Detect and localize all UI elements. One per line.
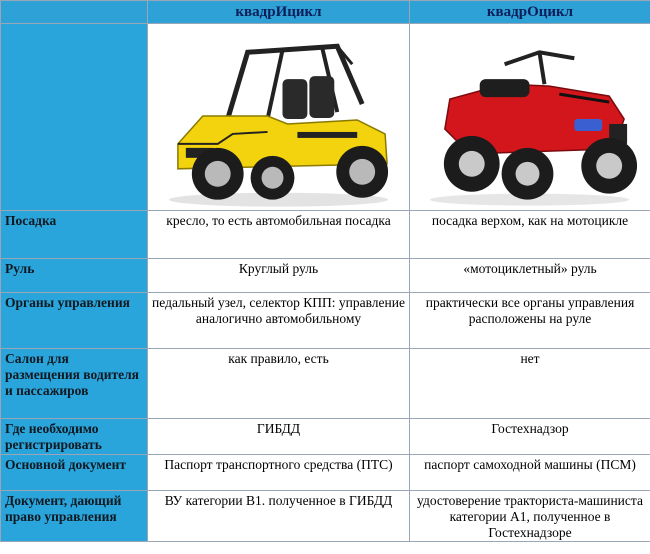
row-value-atv: посадка верхом, как на мотоцикле (410, 211, 650, 259)
utv-photo (148, 24, 409, 210)
atv-photo (410, 24, 650, 210)
row-cabin (1, 349, 650, 419)
row-value-atv: «мотоциклетный» руль (410, 259, 650, 293)
row-value-atv: паспорт самоходной машины (ПСМ) (410, 455, 650, 491)
row-controls (1, 293, 650, 349)
header-utv: квадрИцикл (148, 1, 410, 24)
row-value-utv: как правило, есть (148, 349, 410, 419)
row-value-utv: ГИБДД (148, 419, 410, 455)
row-label: Основной документ (1, 455, 148, 491)
row-license (1, 491, 650, 542)
row-label: Посадка (1, 211, 148, 259)
row-value-atv: практически все органы управления расположены на руле (410, 293, 650, 349)
row-label: Документ, дающий право управления (1, 491, 148, 542)
row-label: Где необходимо регистрировать (1, 419, 148, 455)
row-label: Салон для размещения водителя и пассажиров (1, 349, 148, 419)
utv-photo-cell (148, 24, 410, 211)
image-row-label (1, 24, 148, 211)
row-main-document (1, 455, 650, 491)
row-value-atv: нет (410, 349, 650, 419)
atv-photo-cell (410, 24, 650, 211)
row-registration (1, 419, 650, 455)
image-row (1, 24, 650, 211)
header-atv: квадрОцикл (410, 1, 650, 24)
row-value-atv: Гостехнадзор (410, 419, 650, 455)
row-steering (1, 259, 650, 293)
row-value-atv: удостоверение тракториста-машиниста категории А1, полученное в Гостехнадзоре (410, 491, 650, 542)
row-seating (1, 211, 650, 259)
row-label: Органы управления (1, 293, 148, 349)
row-value-utv: Круглый руль (148, 259, 410, 293)
header-row (1, 1, 650, 24)
row-value-utv: ВУ категории В1. полученное в ГИБДД (148, 491, 410, 542)
header-corner (1, 1, 148, 24)
row-label: Руль (1, 259, 148, 293)
row-value-utv: Паспорт транспортного средства (ПТС) (148, 455, 410, 491)
row-value-utv: педальный узел, селектор КПП: управление аналогично автомобильному (148, 293, 410, 349)
row-value-utv: кресло, то есть автомобильная посадка (148, 211, 410, 259)
